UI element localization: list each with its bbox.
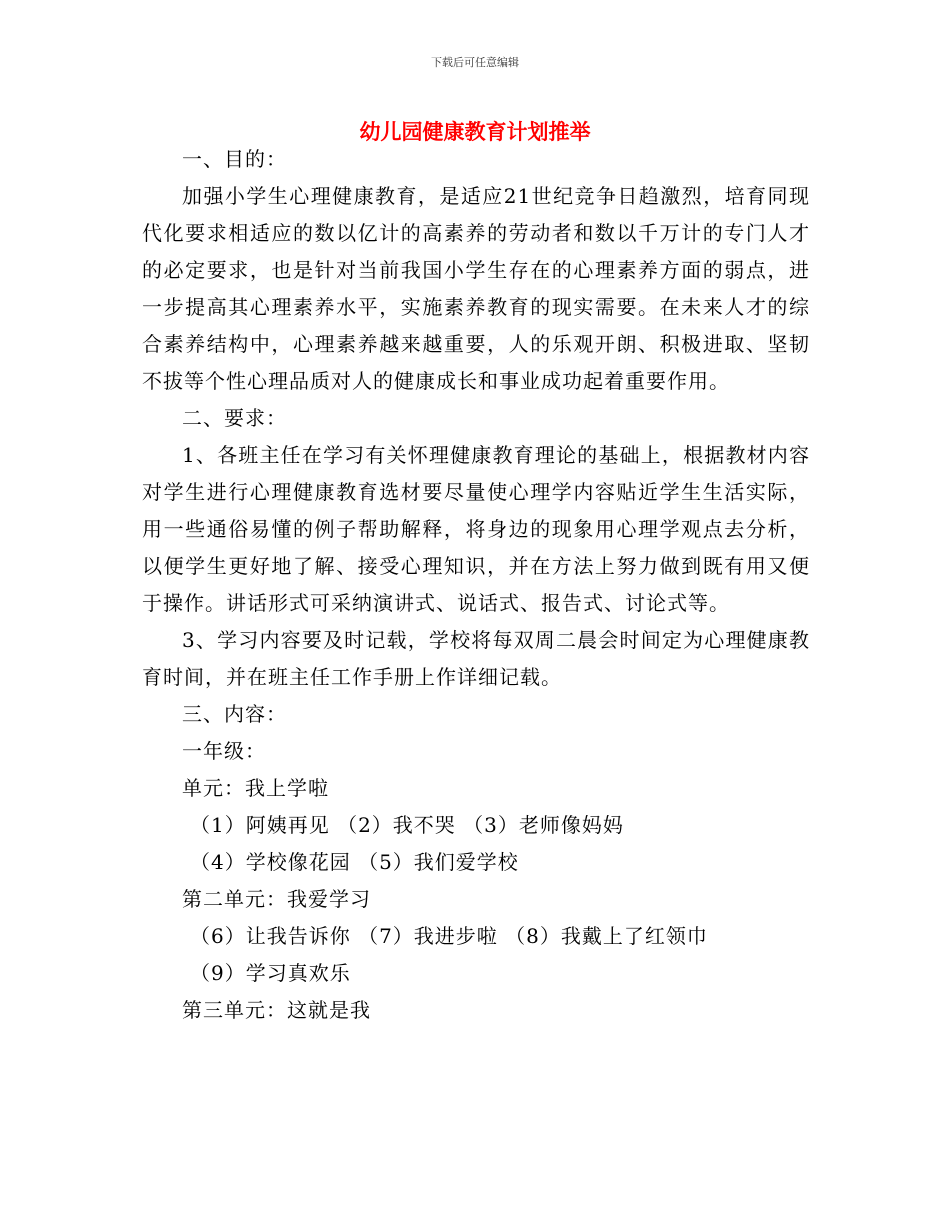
document-body [142,141,810,1029]
lesson-list-line: （4）学校像花园 （5）我们爱学校 [190,850,519,874]
unit-heading: 第三单元：这就是我 [182,998,371,1022]
document-title: 幼儿园健康教育计划推举 [359,120,591,144]
unit-heading: 单元：我上学啦 [182,776,329,800]
paragraph-requirement-1: 1、各班主任在学习有关怀理健康教育理论的基础上，根据教材内容对学生进行心理健康教育选材要尽量使心理学内容贴近学生生活实际，用一些通俗易懂的例子帮助解释，将身边的现象用心理学观点去分析，以便学生更好地了解、接受心理知识，并在方法上努力做到既有用又便于操作。讲话形式可采纳演讲式、说话式、报告式、讨论式等。 [142,443,810,615]
lesson-list-line: （1）阿姨再见 （2）我不哭 （3）老师像妈妈 [190,813,624,837]
section-heading-purpose: 一、目的： [182,147,287,171]
paragraph-requirement-3: 3、学习内容要及时记载，学校将每双周二晨会时间定为心理健康教育时间，并在班主任工作手册上作详细记载。 [142,628,810,689]
paragraph-purpose: 加强小学生心理健康教育，是适应21世纪竞争日趋激烈，培育同现代化要求相适应的数以亿计的高素养的劳动者和数以千万计的专门人才的必定要求，也是针对当前我国小学生存在的心理素养方面的弱点，进一步提高其心理素养水平，实施素养教育的现实需要。在未来人才的综合素养结构中，心理素养越来越重要，人的乐观开朗、积极进取、坚韧不拔等个性心理品质对人的健康成长和事业成功起着重要作用。 [142,184,810,393]
unit-heading: 第二单元：我爱学习 [182,887,371,911]
lesson-list-line: （9）学习真欢乐 [190,961,351,985]
lesson-list-line: （6）让我告诉你 （7）我进步啦 （8）我戴上了红领巾 [190,924,708,948]
page-header-note: 下载后可任意编辑 [431,56,519,69]
section-heading-content: 三、内容： [182,702,287,726]
grade-heading: 一年级： [182,739,266,763]
section-heading-requirements: 二、要求： [182,406,287,430]
